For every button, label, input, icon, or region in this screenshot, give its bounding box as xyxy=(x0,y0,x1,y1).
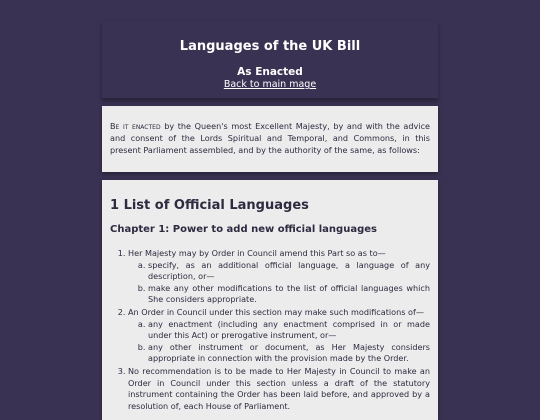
subclause-list xyxy=(128,319,430,365)
subclause-item: b. any other instrument or document, as Her Majesty considers appropriate in connection with the provision made by the Order. xyxy=(148,342,430,365)
clause-text: Her Majesty may by Order in Council amend this Part so as to— xyxy=(128,248,386,258)
clause-item xyxy=(128,307,430,365)
part-title: 1 List of Official Languages xyxy=(110,198,309,213)
preamble-panel xyxy=(102,106,438,172)
clause-text: An Order in Council under this section may make such modifications of— xyxy=(128,306,424,317)
clause-item xyxy=(128,248,430,306)
subclause-item: a. specify, as an additional official language, a language of any description, or— xyxy=(148,260,430,283)
page-header xyxy=(102,22,438,99)
page-title: Languages of the UK Bill xyxy=(179,39,361,54)
clause-item xyxy=(128,366,430,412)
subclause-item: a. any enactment (including any enactment comprised in or made under this Act) or prerogative instrument, or— xyxy=(148,319,430,342)
back-to-main-link[interactable]: Back to main mage xyxy=(223,79,317,90)
subclause-list xyxy=(128,260,430,306)
bill-content-panel xyxy=(102,180,438,420)
enacting-lead: Be it enacted xyxy=(110,121,161,131)
subclause-item: b. make any other modifications to the list of official languages which She considers appropriate. xyxy=(148,283,430,306)
clause-list xyxy=(110,248,430,413)
bill-status: As Enacted xyxy=(237,66,303,78)
chapter-title: Chapter 1: Power to add new official languages xyxy=(110,224,377,235)
enacting-text: by the Queen's most Excellent Majesty, by and with the advice and consent of the Lords Spiritual and Temporal, and Commons, in this present Parliament assembled, and by the authority of the same, as follows: xyxy=(110,121,430,155)
enacting-formula xyxy=(110,120,430,156)
clause-text: No recommendation is to be made to Her Majesty in Council to make an Order in Council under this section unless a draft of the statutory instrument containing the Order has been laid before, and approved by a resolution of, each House of Parliament. xyxy=(128,365,430,411)
